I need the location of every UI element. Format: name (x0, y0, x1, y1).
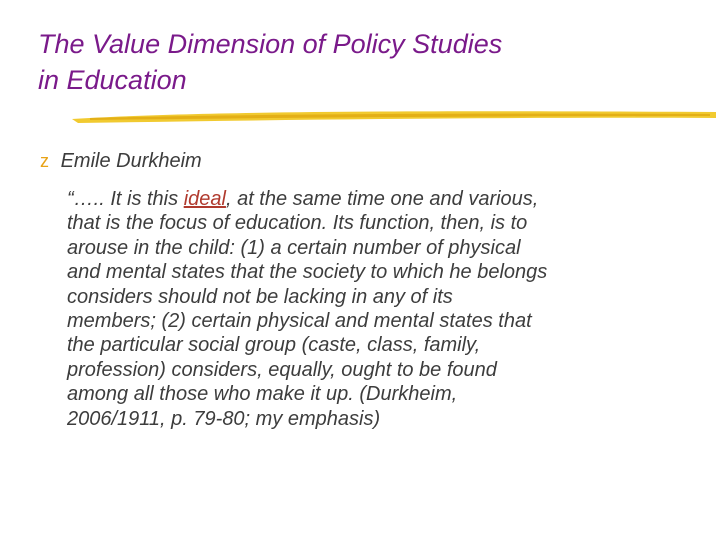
title-underline-brush-stroke (70, 106, 720, 128)
quote-line-1-start: “….. It is this (67, 188, 184, 210)
quote-line: among all those who make it up. (Durkheim, (67, 383, 458, 406)
quote-line: 2006/1911, p. 79-80; my emphasis) (67, 407, 381, 430)
slide-title-line-2: in Education (38, 65, 187, 95)
quote-line-1 (67, 187, 707, 211)
quote-line: the particular social group (caste, class, family, (67, 334, 481, 357)
quote-line: that is the focus of education. Its function, then, is to (67, 212, 528, 235)
bullet-text: Emile Durkheim (60, 150, 202, 172)
quote-line: considers should not be lacking in any of its (67, 285, 453, 308)
quote-line: arouse in the child: (1) a certain number of physical (67, 236, 521, 259)
quote-line-1-end: , at the same time one and various, (225, 188, 539, 210)
quote-line: members; (2) certain physical and mental states that (67, 310, 532, 333)
durkheim-quote (67, 187, 707, 431)
slide-title-line-1: The Value Dimension of Policy Studies (38, 29, 503, 59)
slide-title (38, 26, 678, 98)
z-bullet-icon: z (40, 151, 49, 171)
quote-line: profession) considers, equally, ought to be found (67, 358, 497, 381)
emphasized-word-ideal: ideal (183, 188, 226, 210)
quote-line: and mental states that the society to which he belongs (67, 261, 548, 284)
bullet-item-emile-durkheim (40, 148, 202, 174)
